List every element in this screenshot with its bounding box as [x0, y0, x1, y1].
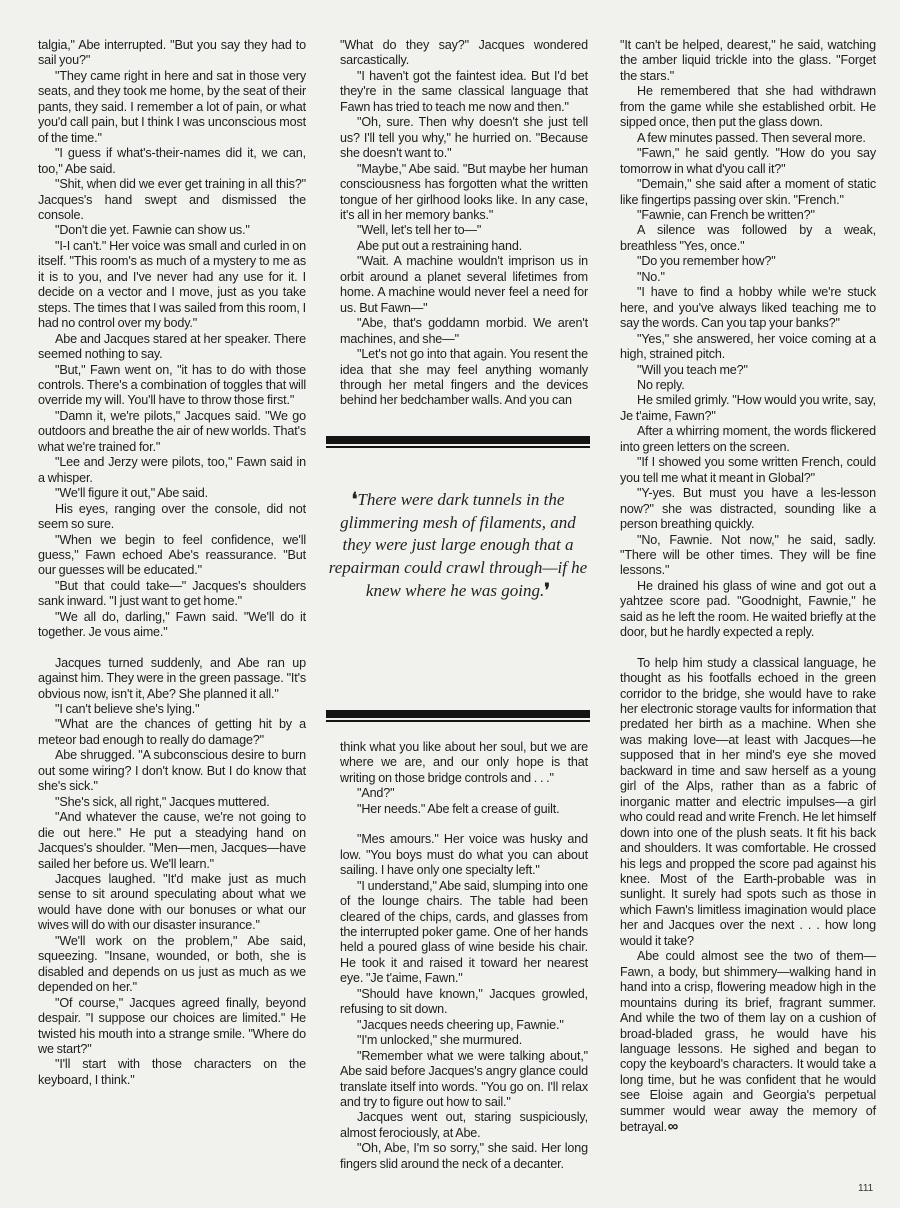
paragraph: Abe could almost see the two of them—Fawn, a body, but shimmery—walking hand in hand into a crisp, flowering meadow high in the mountains during its brief, fragrant summer. And while the two of them lay on a cushion of broad-bladed grass, he would have his language lessons. He sighed and began to copy the keyboard's characters. It would take a long time, but he was confident that he would see Eloise again and Georgia's perpetual summer would wear away the memory of betrayal. ∞ — [620, 949, 876, 1136]
paragraph: Abe and Jacques stared at her speaker. There seemed nothing to say. — [38, 331, 306, 362]
paragraph: "I haven't got the faintest idea. But I'd bet they're in the same classical language that Fawn has tried to teach me now and then." — [340, 68, 588, 114]
close-quote-mark: ❜ — [544, 580, 551, 600]
paragraph: "Do you remember how?" — [637, 254, 776, 269]
paragraph: "I'll start with those characters on the keyboard, I think." — [38, 1057, 306, 1087]
paragraph: He remembered that she had withdrawn from the game while she established orbit. He sipped once, then put the glass down. — [620, 84, 876, 130]
paragraph: "But," Fawn went on, "it has to do with those controls. There's a combination of toggles that will override my will. You'll have to throw those first." — [38, 362, 306, 408]
paragraph: "Y-yes. But must you have a les-lesson now?" she was distracted, sounding like a person breathing quickly. — [620, 486, 876, 532]
paragraph: talgia," Abe interrupted. "But you say they had to sail you?" — [38, 38, 306, 68]
paragraph: After a whirring moment, the words flickered into green letters on the screen. — [620, 424, 876, 454]
section-break — [620, 641, 876, 656]
paragraph: "I have to find a hobby while we're stuck here, and you've always liked teaching me to say the words. Can you tap your banks?" — [620, 285, 876, 331]
paragraph: "Fawnie, can French be written?" — [637, 207, 815, 222]
paragraph: "Maybe," Abe said. "But maybe her human consciousness has forgotten what the written tongue of her girlhood looks like. In any case, it's all in her memory banks." — [340, 161, 588, 222]
paragraph: "Jacques needs cheering up, Fawnie." — [357, 1017, 564, 1032]
paragraph: "Fawn," he said gently. "How do you say tomorrow in what d'you call it?" — [620, 146, 876, 176]
pull-quote-top-rule — [326, 436, 590, 444]
paragraph: Abe put out a restraining hand. — [357, 238, 523, 253]
paragraph: "Will you teach me?" — [637, 362, 748, 377]
paragraph: "Of course," Jacques agreed finally, beyond despair. "I suppose our choices are limited." He twisted his mouth into a strange smile. "Where do we start?" — [38, 995, 306, 1056]
paragraph: "No, Fawnie. Not now," he said, sadly. "There will be other times. They will be fine lessons." — [620, 532, 876, 578]
paragraph: "When we begin to feel confidence, we'll guess," Fawn echoed Abe's reassurance. "But our guesses will be educated." — [38, 532, 306, 578]
paragraph: Jacques went out, staring suspiciously, almost ferociously, at Abe. — [340, 1110, 588, 1140]
pull-quote-bottom-rule — [326, 710, 590, 718]
paragraph: A silence was followed by a weak, breathless "Yes, once." — [620, 223, 876, 253]
paragraph: "No." — [637, 269, 665, 284]
paragraph: Jacques laughed. "It'd make just as much sense to sit around speculating about what we would have done with our bonuses or what our wives will do with our disaster insurance." — [38, 872, 306, 933]
paragraph: He smiled grimly. "How would you write, say, Je t'aime, Fawn?" — [620, 393, 876, 423]
paragraph: "And?" — [357, 786, 395, 801]
paragraph: "I can't believe she's lying." — [55, 702, 200, 717]
paragraph: Abe shrugged. "A subconscious desire to burn out some wiring? I don't know. But I do know that she's sick." — [38, 748, 306, 794]
paragraph: "I-I can't." Her voice was small and curled in on itself. "This room's as much of a mystery to me as it is to you, and I've never had any use for it. I decide on a vector and I move, just as you take steps. The times that I was sailed from this room, I had no control over my body." — [38, 238, 306, 331]
text-column-2-upper — [340, 38, 588, 409]
open-quote-mark: ❛ — [351, 489, 358, 509]
paragraph: "I'm unlocked," she murmured. — [357, 1033, 523, 1048]
paragraph: "What do they say?" Jacques wondered sarcastically. — [340, 38, 588, 68]
paragraph: His eyes, ranging over the console, did not seem so sure. — [38, 501, 306, 532]
paragraph: "She's sick, all right," Jacques muttered. — [55, 794, 270, 809]
paragraph: "I understand," Abe said, slumping into one of the lounge chairs. The table had been cleared of the chips, cards, and glasses from the interrupted poker game. One of her hands held a poured glass of wine beside his chair. He took it and raised it toward her nearest eye. "Je t'aime, Fawn." — [340, 878, 588, 986]
paragraph: "Yes," she answered, her voice coming at a high, strained pitch. — [620, 331, 876, 362]
paragraph: "If I showed you some written French, could you tell me what it meant in Global?" — [620, 455, 876, 485]
paragraph: A few minutes passed. Then several more. — [637, 130, 866, 145]
paragraph: "Should have known," Jacques growled, refusing to sit down. — [340, 986, 588, 1017]
text-column-3 — [620, 38, 876, 1136]
page-number: 111 — [858, 1183, 874, 1194]
paragraph: think what you like about her soul, but we are where we are, and our only hope is that writing on those bridge controls and . . ." — [340, 740, 588, 785]
paragraph: "Shit, when did we ever get training in all this?" Jacques's hand swept and dismissed the console. — [38, 177, 306, 222]
paragraph: "Don't die yet. Fawnie can show us." — [55, 223, 250, 238]
paragraph: He drained his glass of wine and got out a yahtzee score pad. "Goodnight, Fawnie," he said as he left the room. He waited briefly at the door, but he hardly expected a reply. — [620, 578, 876, 640]
pull-quote — [326, 488, 590, 603]
pull-quote-text: There were dark tunnels in the glimmering mesh of filaments, and they were just large enough that a repairman could crawl through—if he knew where he was going. — [328, 490, 588, 600]
paragraph: "Lee and Jerzy were pilots, too," Fawn said in a whisper. — [38, 455, 306, 485]
paragraph: "Abe, that's goddamn morbid. We aren't machines, and she—" — [340, 316, 588, 346]
paragraph: To help him study a classical language, he thought as his footfalls echoed in the green corridor to the bridge, she would have to rake her electronic storage vaults for information that predated her birth as a machine. When she was making love—at least with Jacques—he supposed that in her mind's eye she moved backward in time and saw herself as a young girl of the Alps, rather than as a fabric of inorganic matter and electric impulses—a girl who could read and write French. He let himself down into one of the plush seats. It fit his back and shoulders. It was comfortable. He crossed his legs and propped the score pad against his knee. Most of the Earth-probable was in sunlight. It surely had spots such as those in which Fawn's limitless imagination would place her and Jacques over the next . . . how long would it take? — [620, 655, 876, 948]
paragraph: "But that could take—" Jacques's shoulders sank inward. "I just want to get home." — [38, 578, 306, 609]
paragraph: "We'll figure it out," Abe said. — [55, 486, 208, 501]
paragraph: "Let's not go into that again. You resent the idea that she may feel anything womanly through her metal fingers and the devices behind her bedchamber walls. And you can — [340, 347, 588, 408]
paragraph: "Damn it, we're pilots," Jacques said. "We go outdoors and breathe the air of new worlds. That's what we're trained for." — [38, 408, 306, 454]
paragraph: "Remember what we were talking about," Abe said before Jacques's angry glance could translate itself into words. "You go on. I'll relax and try to figure out how to sail." — [340, 1048, 588, 1109]
paragraph: "Mes amours." Her voice was husky and low. "You boys must do what you can about sailing. I have only one specialty left." — [340, 832, 588, 878]
paragraph: "And whatever the cause, we're not going to die out here." He put a steadying hand on Jacques's shoulder. "Men—men, Jacques—have sailed her before us. We'll learn." — [38, 810, 306, 871]
paragraph: "Well, let's tell her to—" — [357, 223, 482, 238]
paragraph: "It can't be helped, dearest," he said, watching the amber liquid trickle into the glass. "Forget the stars." — [620, 38, 876, 83]
paragraph: "What are the chances of getting hit by a meteor bad enough to really do damage?" — [38, 717, 306, 747]
pull-quote-box — [326, 432, 590, 720]
text-column-2-lower — [340, 740, 588, 1172]
section-break — [340, 817, 588, 832]
paragraph: "Oh, sure. Then why doesn't she just tell us? I'll tell you why," he hurried on. "Because she doesn't want to." — [340, 115, 588, 161]
paragraph: "We all do, darling," Fawn said. "We'll do it together. Je vous aime." — [38, 609, 306, 640]
paragraph: No reply. — [637, 377, 685, 392]
paragraph: "I guess if what's-their-names did it, we can, too," Abe said. — [38, 146, 306, 176]
paragraph: "We'll work on the problem," Abe said, squeezing. "Insane, wounded, or both, she is disabled and depends on us just as much as we depended on her." — [38, 933, 306, 995]
text-column-1 — [38, 38, 306, 1088]
end-mark-icon: ∞ — [666, 1118, 676, 1136]
paragraph: "They came right in here and sat in those very seats, and they took me home, by the seat of their pants, they said. I remember a lot of pain, or what you'd call pain, but I think I was unconscious most of the time." — [38, 68, 306, 145]
paragraph: "Oh, Abe, I'm so sorry," she said. Her long fingers slid around the neck of a decanter. — [340, 1141, 588, 1171]
paragraph: "Wait. A machine wouldn't imprison us in orbit around a planet several lifetimes from home. A machine would never feel a need for us. But Fawn—" — [340, 254, 588, 315]
paragraph: "Demain," she said after a moment of static like fingertips passing over skin. "French." — [620, 177, 876, 207]
section-break — [38, 641, 306, 656]
paragraph: Jacques turned suddenly, and Abe ran up against him. They were in the green passage. "It's obvious now, isn't it, Abe? She planned it all." — [38, 655, 306, 701]
paragraph: "Her needs." Abe felt a crease of guilt. — [357, 801, 560, 816]
